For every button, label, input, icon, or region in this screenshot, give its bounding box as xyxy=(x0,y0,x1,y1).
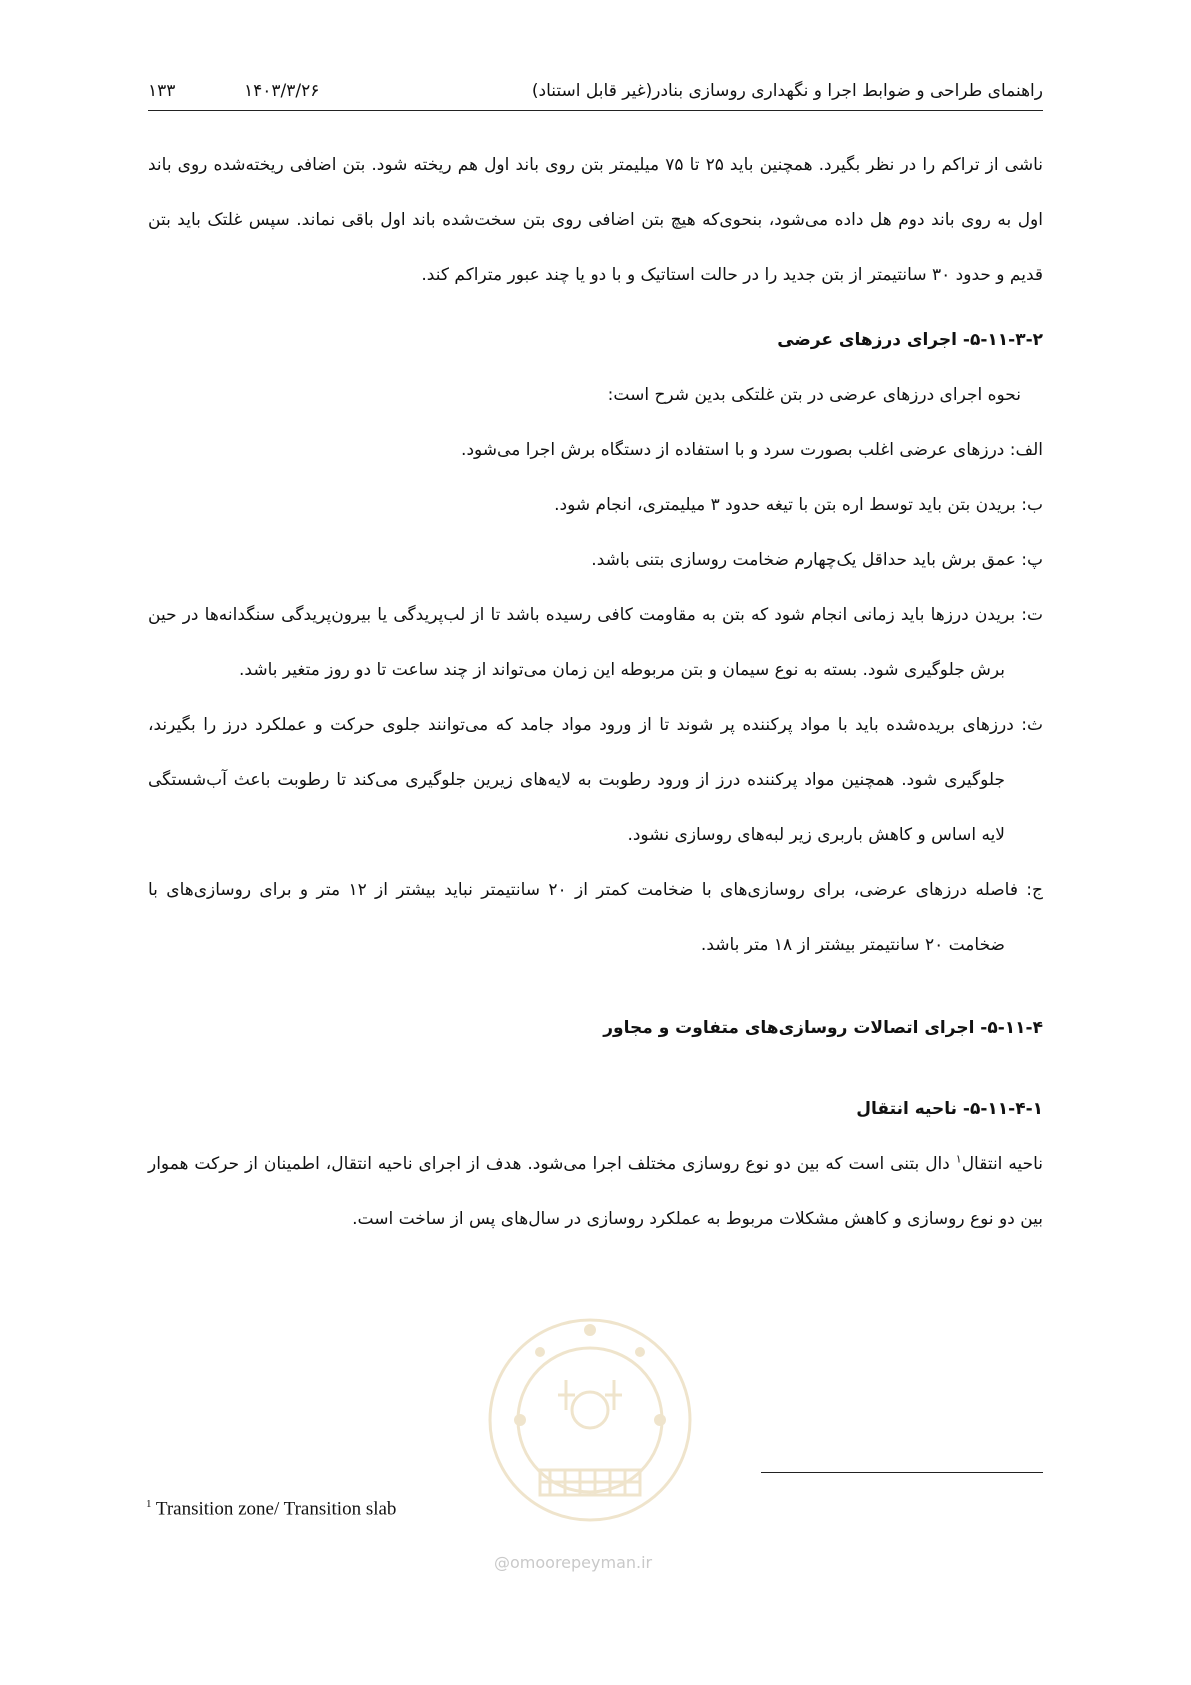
footnote-text: Transition zone/ Transition slab xyxy=(151,1498,397,1520)
list-item: پ: عمق برش باید حداقل یک‌چهارم ضخامت روسازی بتنی باشد. xyxy=(591,550,1043,570)
header-title: راهنمای طراحی و ضوابط اجرا و نگهداری روسازی بنادر(غیر قابل استناد) xyxy=(531,81,1043,101)
section-lead: نحوه اجرای درزهای عرضی در بتن غلتکی بدین شرح است: xyxy=(607,385,1021,405)
section-heading-pavement-connections: ۵-۱۱-۴- اجرای اتصالات روسازی‌های متفاوت و مجاور xyxy=(603,1018,1043,1038)
section-heading-transverse-joints: ۵-۱۱-۳-۲- اجرای درزهای عرضی xyxy=(777,330,1043,350)
list-item: ج: فاصله درزهای عرضی، برای روسازی‌های با ضخامت کمتر از ۲۰ سانتیمتر نباید بیشتر از ۱۲ متر و برای روسازی‌های با ضخامت ۲۰ سانتیمتر بیشتر از ۱۸ متر باشد. xyxy=(148,880,1043,955)
transition-zone-paragraph xyxy=(148,1137,1043,1247)
footnote xyxy=(146,1498,396,1520)
transition-text: دال بتنی است که بین دو نوع روسازی مختلف اجرا می‌شود. هدف از اجرای ناحیه انتقال، اطمینان از حرکت هموار بین دو نوع روسازی و کاهش مشکلات مربوط به عملکرد روسازی در سال‌های پس از ساخت است. xyxy=(148,1154,1043,1229)
page-header xyxy=(148,76,1043,111)
list-item: ب: بریدن بتن باید توسط اره بتن با تیغه حدود ۳ میلیمتری، انجام شود. xyxy=(554,495,1043,515)
page-body xyxy=(148,138,1043,1247)
list-item: الف: درزهای عرضی اغلب بصورت سرد و با استفاده از دستگاه برش اجرا می‌شود. xyxy=(461,440,1043,460)
list-item: ث: درزهای بریده‌شده باید با مواد پرکننده پر شوند تا از ورود مواد جامد که می‌توانند جلوی حرکت و عملکرد درز را بگیرند، جلوگیری شود. همچنین مواد پرکننده درز از ورود رطوبت به لایه‌های زیرین جلوگیری می‌کند تا رطوبت باعث آب‌شستگی لایه اساس و کاهش باربری زیر لبه‌های روسازی نشود. xyxy=(148,715,1043,845)
footnote-separator xyxy=(761,1472,1043,1473)
transition-term: ناحیه انتقال xyxy=(961,1154,1043,1174)
watermark-seal-icon xyxy=(480,1300,700,1550)
section-heading-transition-zone: ۵-۱۱-۴-۱- ناحیه انتقال xyxy=(856,1099,1043,1119)
footnote-marker: 1 xyxy=(146,1498,152,1510)
list-item: ت: بریدن درزها باید زمانی انجام شود که بتن به مقاومت کافی رسیده باشد تا از لب‌پریدگی یا بیرون‌پریدگی سنگدانه‌ها در حین برش جلوگیری شود. بسته به نوع سیمان و بتن مربوطه این زمان می‌تواند از چند ساعت تا دو روز متغیر باشد. xyxy=(148,605,1043,680)
header-date: ۱۴۰۳/۳/۲۶ xyxy=(244,81,320,101)
page-number: ۱۳۳ xyxy=(148,81,176,101)
watermark-text: @omoorepeyman.ir xyxy=(494,1553,653,1572)
intro-paragraph: ناشی از تراکم را در نظر بگیرد. همچنین باید ۲۵ تا ۷۵ میلیمتر بتن روی باند اول هم ریخته شود. بتن اضافی ریخته‌شده روی باند اول به روی باند دوم هل داده می‌شود، بنحوی‌که هیچ بتن اضافی روی بتن سخت‌شده باند اول باقی نماند. سپس غلتک باید بتن قدیم و حدود ۳۰ سانتیمتر از بتن جدید را در حالت استاتیک و با دو یا چند عبور متراکم کند. xyxy=(148,155,1044,285)
footnote-reference: ۱ xyxy=(955,1152,962,1166)
